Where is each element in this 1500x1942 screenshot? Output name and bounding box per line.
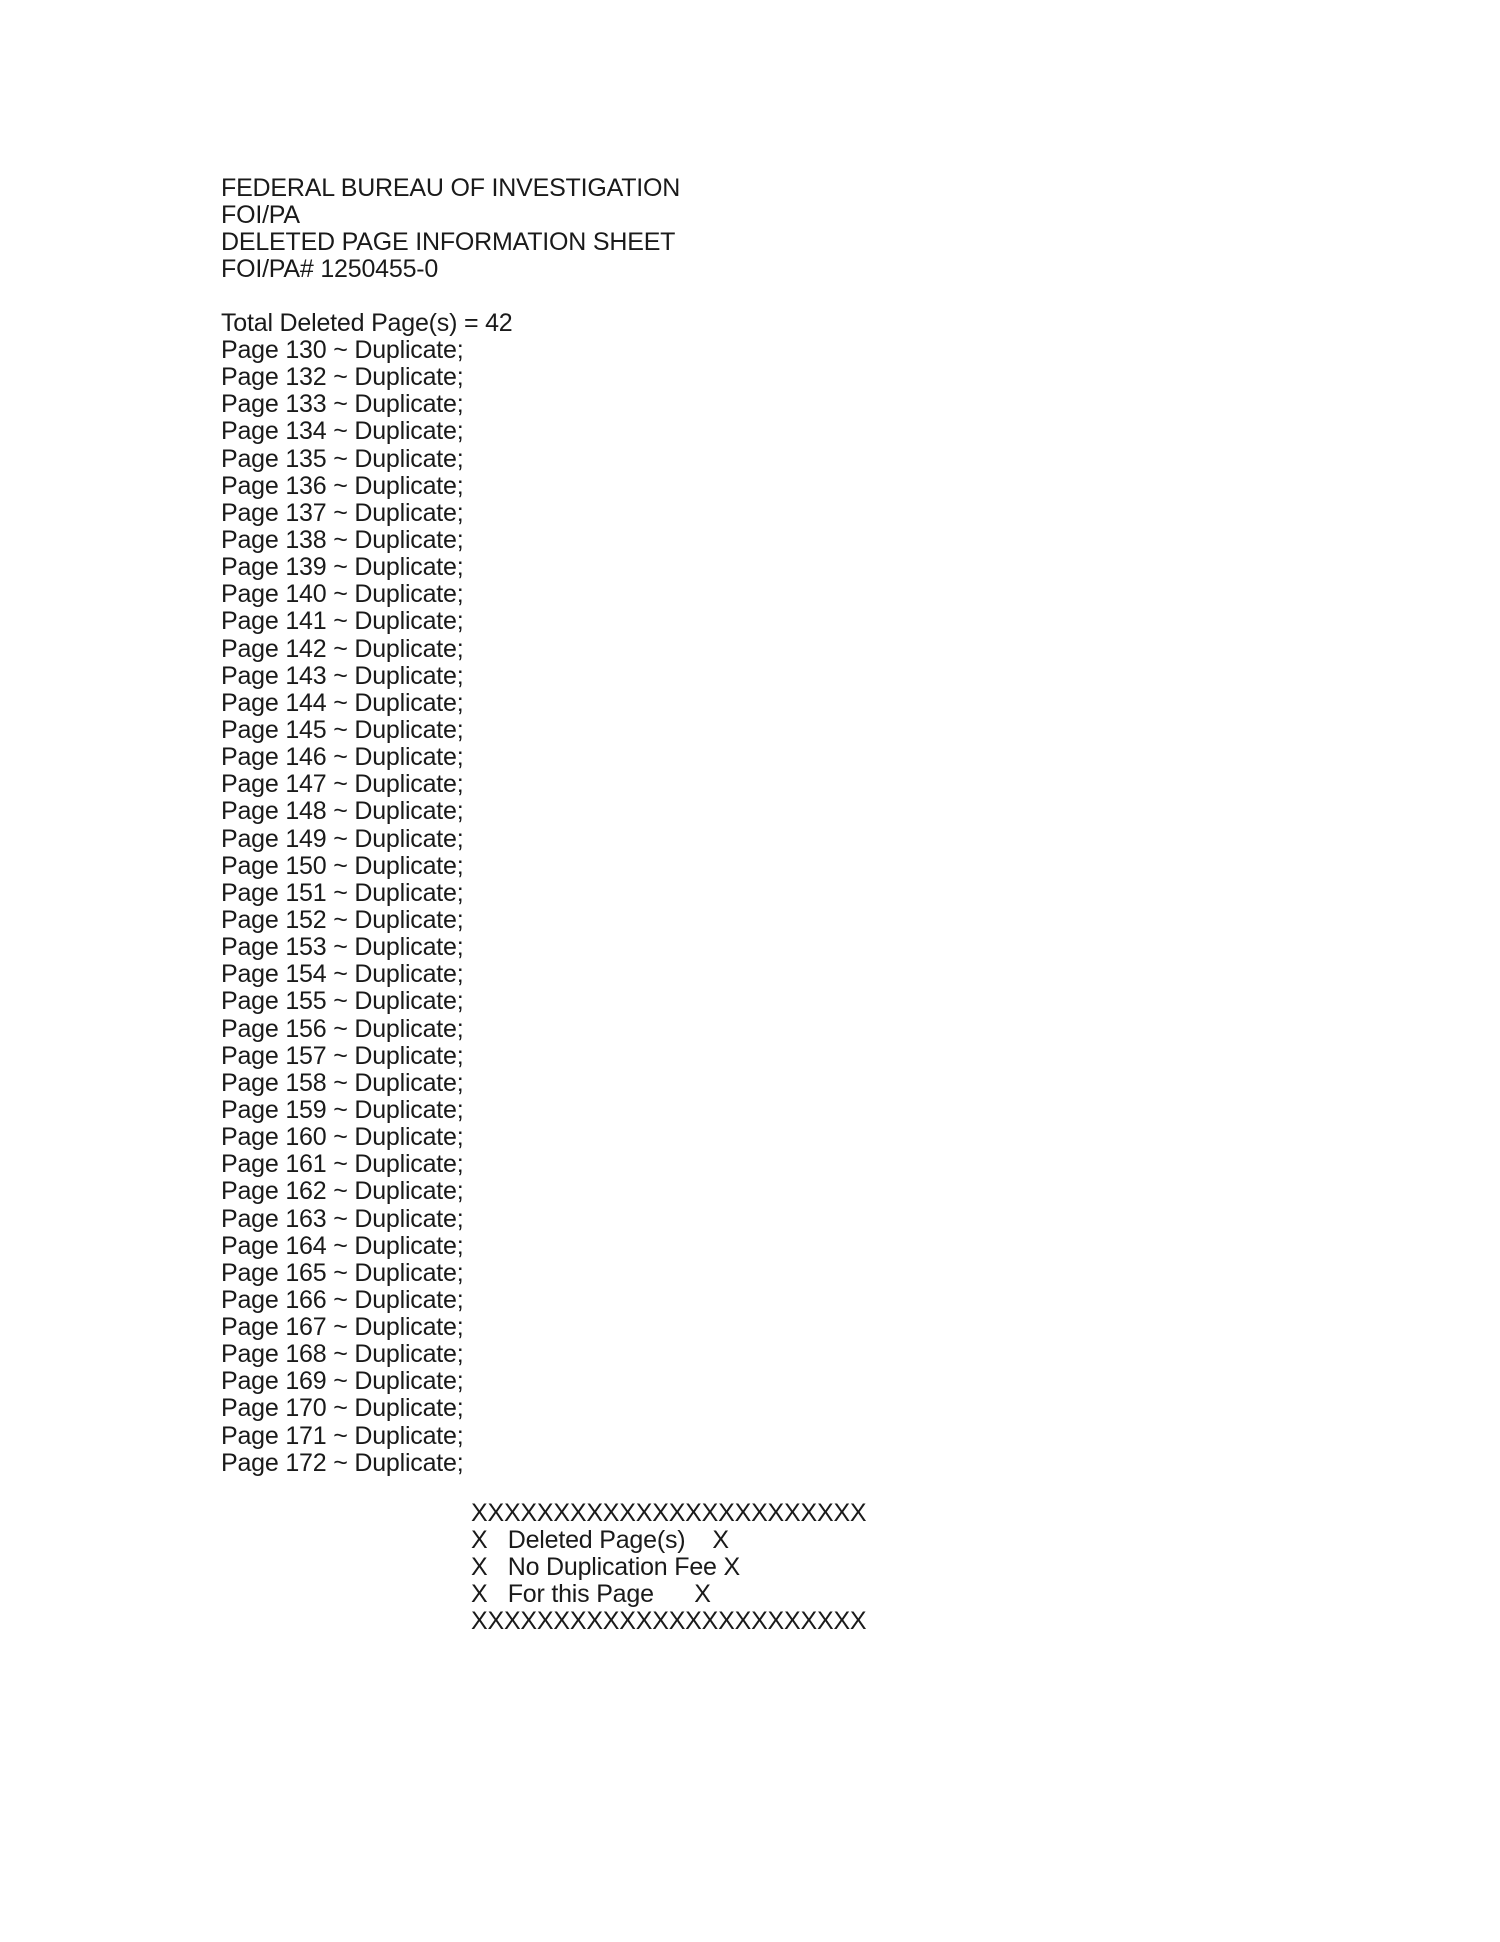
- deleted-page-entry: Page 156 ~ Duplicate;: [221, 1014, 464, 1043]
- deleted-page-entry: Page 148 ~ Duplicate;: [221, 797, 464, 826]
- deleted-page-entry: Page 150 ~ Duplicate;: [221, 851, 464, 880]
- deleted-page-entry: Page 139 ~ Duplicate;: [221, 553, 464, 582]
- deleted-page-entry: Page 166 ~ Duplicate;: [221, 1285, 464, 1314]
- deleted-page-entry: Page 161 ~ Duplicate;: [221, 1150, 464, 1179]
- deleted-page-entry: Page 171 ~ Duplicate;: [221, 1421, 464, 1450]
- deleted-page-entry: Page 159 ~ Duplicate;: [221, 1095, 464, 1124]
- deleted-page-entry: Page 162 ~ Duplicate;: [221, 1177, 464, 1206]
- deleted-page-information-sheet: [221, 175, 680, 1477]
- deleted-page-entry: Page 155 ~ Duplicate;: [221, 987, 464, 1016]
- deleted-page-entry: Page 152 ~ Duplicate;: [221, 905, 464, 934]
- deleted-page-entry: Page 170 ~ Duplicate;: [221, 1394, 464, 1423]
- total-deleted-pages: Total Deleted Page(s) = 42: [221, 309, 513, 337]
- deleted-page-entry: Page 167 ~ Duplicate;: [221, 1313, 464, 1342]
- agency-name: FEDERAL BUREAU OF INVESTIGATION: [221, 174, 681, 202]
- stamp-border-bottom: XXXXXXXXXXXXXXXXXXXXXXXX: [471, 1607, 867, 1635]
- deleted-page-entry: Page 135 ~ Duplicate;: [221, 444, 464, 473]
- deleted-page-entry: Page 157 ~ Duplicate;: [221, 1041, 464, 1070]
- deleted-page-entry: Page 145 ~ Duplicate;: [221, 715, 464, 744]
- deleted-page-entry: Page 160 ~ Duplicate;: [221, 1123, 464, 1152]
- no-duplication-fee-stamp: [471, 1500, 866, 1635]
- deleted-page-entry: Page 151 ~ Duplicate;: [221, 878, 464, 907]
- deleted-page-entry: Page 140 ~ Duplicate;: [221, 580, 464, 609]
- deleted-page-entry: Page 147 ~ Duplicate;: [221, 770, 464, 799]
- stamp-line-deleted-pages: X Deleted Page(s) X: [471, 1526, 729, 1554]
- stamp-line-no-duplication-fee: X No Duplication Fee X: [471, 1553, 740, 1581]
- deleted-page-entry: Page 172 ~ Duplicate;: [221, 1448, 464, 1477]
- deleted-page-entry: Page 165 ~ Duplicate;: [221, 1258, 464, 1287]
- deleted-page-entry: Page 136 ~ Duplicate;: [221, 471, 464, 500]
- office-name: FOI/PA: [221, 201, 300, 229]
- deleted-page-entry: Page 153 ~ Duplicate;: [221, 933, 464, 962]
- deleted-page-entry: Page 137 ~ Duplicate;: [221, 498, 464, 527]
- deleted-page-entry: Page 163 ~ Duplicate;: [221, 1204, 464, 1233]
- deleted-page-entry: Page 168 ~ Duplicate;: [221, 1340, 464, 1369]
- deleted-page-list: [221, 337, 680, 1477]
- deleted-page-entry: Page 132 ~ Duplicate;: [221, 363, 464, 392]
- deleted-page-entry: Page 169 ~ Duplicate;: [221, 1367, 464, 1396]
- deleted-page-entry: Page 142 ~ Duplicate;: [221, 634, 464, 663]
- sheet-title: DELETED PAGE INFORMATION SHEET: [221, 228, 676, 256]
- deleted-page-entry: Page 154 ~ Duplicate;: [221, 960, 464, 989]
- deleted-page-entry: Page 144 ~ Duplicate;: [221, 688, 464, 717]
- spacer: [221, 283, 680, 310]
- deleted-page-entry: Page 141 ~ Duplicate;: [221, 607, 464, 636]
- deleted-page-entry: Page 149 ~ Duplicate;: [221, 824, 464, 853]
- deleted-page-entry: Page 130 ~ Duplicate;: [221, 336, 464, 364]
- request-number: FOI/PA# 1250455-0: [221, 255, 439, 283]
- stamp-line-for-this-page: X For this Page X: [471, 1580, 711, 1608]
- deleted-page-entry: Page 143 ~ Duplicate;: [221, 661, 464, 690]
- deleted-page-entry: Page 158 ~ Duplicate;: [221, 1068, 464, 1097]
- stamp-border-top: XXXXXXXXXXXXXXXXXXXXXXXX: [471, 1499, 867, 1527]
- deleted-page-entry: Page 134 ~ Duplicate;: [221, 417, 464, 446]
- deleted-page-entry: Page 138 ~ Duplicate;: [221, 525, 464, 554]
- deleted-page-entry: Page 164 ~ Duplicate;: [221, 1231, 464, 1260]
- deleted-page-entry: Page 146 ~ Duplicate;: [221, 743, 464, 772]
- deleted-page-entry: Page 133 ~ Duplicate;: [221, 390, 464, 419]
